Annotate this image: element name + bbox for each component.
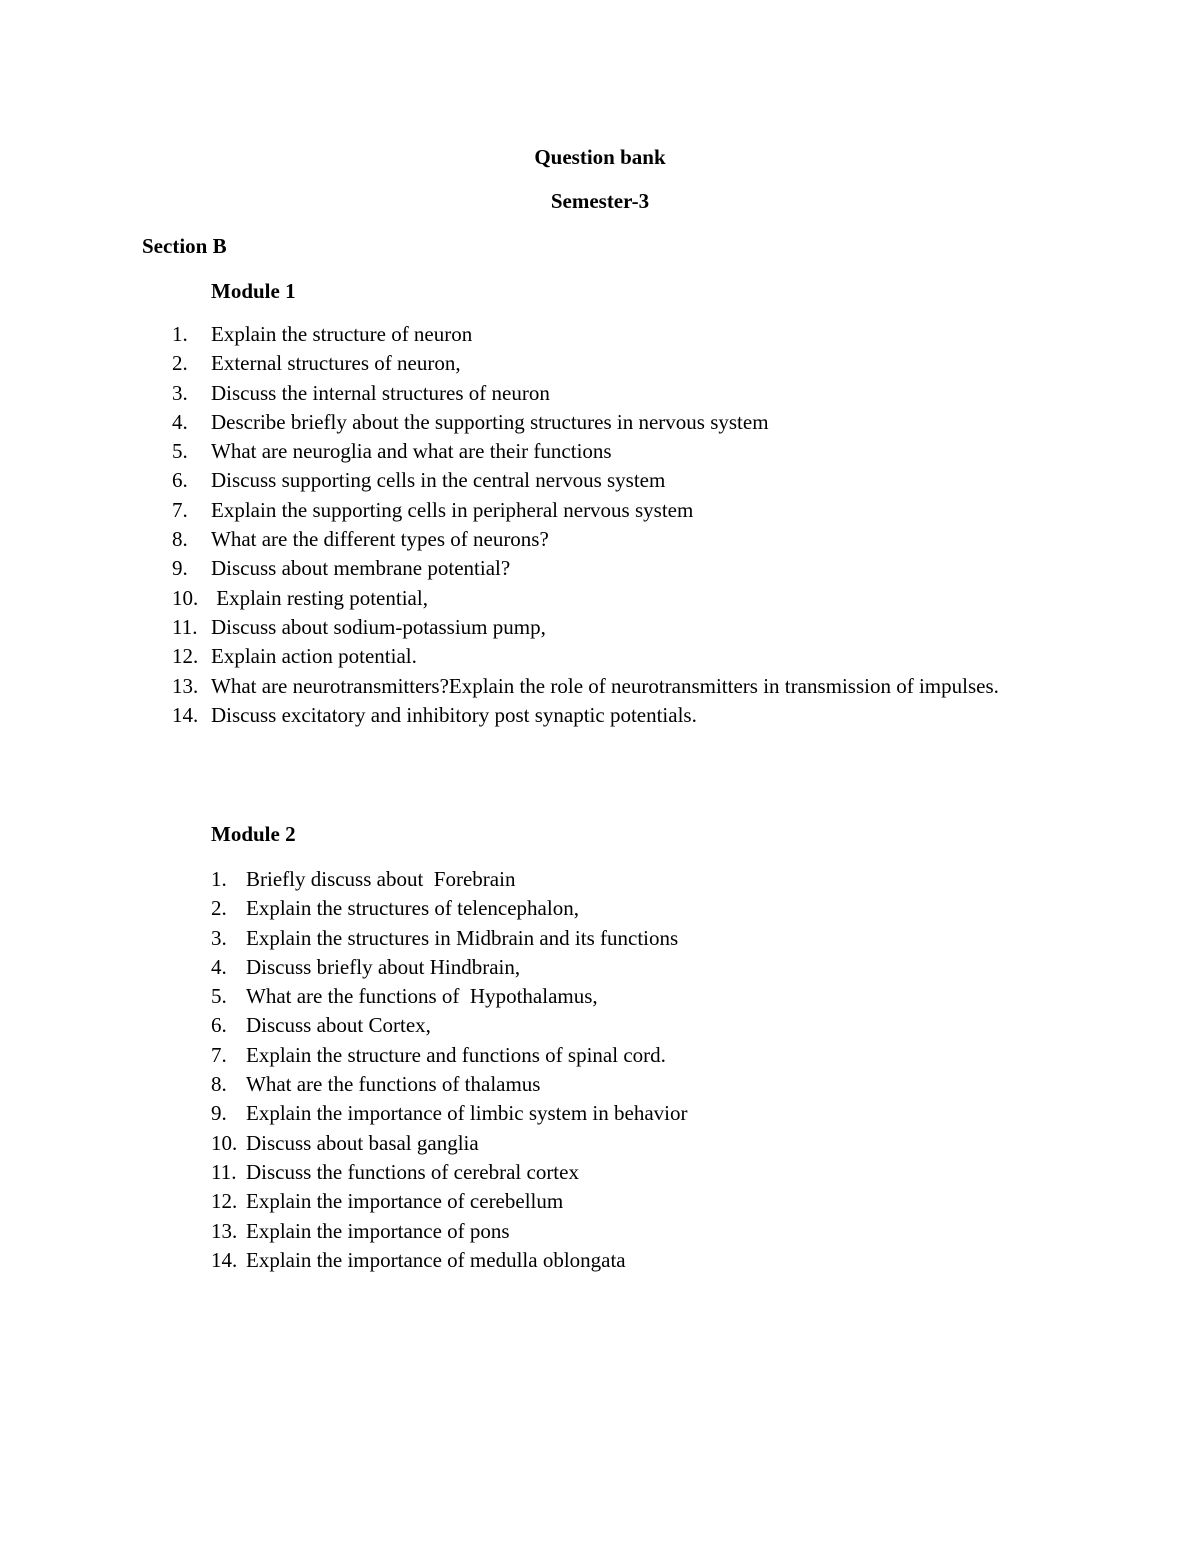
question-item bbox=[211, 1041, 1071, 1070]
page-title: Question bank bbox=[534, 145, 666, 169]
question-item bbox=[172, 642, 1032, 671]
question-number: 3. bbox=[172, 380, 188, 405]
question-item bbox=[172, 408, 1032, 437]
question-number: 12. bbox=[172, 644, 199, 669]
question-number: 12. bbox=[211, 1189, 238, 1214]
question-number: 10. bbox=[172, 585, 199, 610]
question-item bbox=[172, 349, 1032, 378]
question-number: 3. bbox=[211, 925, 227, 950]
question-item bbox=[172, 379, 1032, 408]
question-item bbox=[172, 466, 1032, 495]
module-2-question-list bbox=[211, 865, 1071, 1275]
question-text: What are the different types of neurons? bbox=[211, 527, 549, 552]
question-number: 1. bbox=[211, 867, 227, 891]
question-number: 6. bbox=[211, 1013, 227, 1038]
question-text: Explain the importance of limbic system in behavior bbox=[246, 1101, 688, 1126]
question-item bbox=[211, 1217, 1071, 1246]
question-item bbox=[172, 584, 1032, 613]
question-item bbox=[211, 1129, 1071, 1158]
question-text: What are the functions of Hypothalamus, bbox=[246, 984, 598, 1009]
question-number: 5. bbox=[211, 984, 227, 1009]
question-number: 13. bbox=[172, 673, 199, 698]
question-text: Describe briefly about the supporting structures in nervous system bbox=[211, 409, 769, 434]
question-text: Explain the importance of pons bbox=[246, 1218, 510, 1243]
question-text: Explain the structures in Midbrain and its functions bbox=[246, 925, 679, 950]
question-text: Discuss the functions of cerebral cortex bbox=[246, 1159, 579, 1184]
module-2-heading: Module 2 bbox=[211, 822, 296, 846]
question-text: Explain the importance of cerebellum bbox=[246, 1189, 564, 1214]
question-number: 5. bbox=[172, 439, 188, 464]
question-text: Discuss about Cortex, bbox=[246, 1013, 431, 1038]
question-number: 13. bbox=[211, 1218, 238, 1243]
question-item bbox=[211, 1246, 1071, 1275]
question-text: Discuss briefly about Hindbrain, bbox=[246, 954, 521, 979]
question-number: 11. bbox=[211, 1159, 237, 1184]
question-item bbox=[211, 982, 1071, 1011]
question-text: Explain the structures of telencephalon, bbox=[246, 896, 579, 921]
question-number: 8. bbox=[211, 1072, 227, 1097]
question-number: 9. bbox=[172, 556, 188, 581]
section-heading: Section B bbox=[142, 234, 227, 258]
question-text: Discuss the internal structures of neuron bbox=[211, 380, 550, 405]
question-item bbox=[172, 701, 1032, 730]
module-1-question-list bbox=[172, 320, 1032, 730]
question-number: 1. bbox=[172, 322, 188, 346]
question-item bbox=[172, 320, 1032, 349]
question-text: Explain the structure of neuron bbox=[211, 322, 473, 346]
question-text: Briefly discuss about Forebrain bbox=[246, 867, 516, 891]
question-item bbox=[172, 613, 1032, 642]
question-text: Explain resting potential, bbox=[211, 585, 428, 610]
question-number: 14. bbox=[172, 702, 199, 727]
question-number: 11. bbox=[172, 614, 198, 639]
question-item bbox=[211, 1011, 1071, 1040]
question-number: 10. bbox=[211, 1130, 238, 1155]
question-item bbox=[211, 1187, 1071, 1216]
question-item bbox=[211, 953, 1071, 982]
question-text: What are neurotransmitters?Explain the role of neurotransmitters in transmission of impulses. bbox=[211, 673, 999, 698]
question-item bbox=[172, 496, 1032, 525]
question-text: Discuss excitatory and inhibitory post synaptic potentials. bbox=[211, 702, 697, 727]
question-item bbox=[172, 554, 1032, 583]
semester-heading: Semester-3 bbox=[550, 189, 650, 213]
question-number: 7. bbox=[211, 1042, 227, 1067]
question-text: What are neuroglia and what are their functions bbox=[211, 439, 612, 464]
question-item bbox=[172, 672, 1032, 701]
question-number: 4. bbox=[211, 954, 227, 979]
question-text: Discuss about basal ganglia bbox=[246, 1130, 479, 1155]
question-text: Explain the structure and functions of spinal cord. bbox=[246, 1042, 666, 1067]
question-number: 7. bbox=[172, 497, 188, 522]
question-item bbox=[211, 894, 1071, 923]
question-text: Explain the importance of medulla oblongata bbox=[246, 1247, 626, 1272]
question-number: 8. bbox=[172, 527, 188, 552]
question-item bbox=[211, 1070, 1071, 1099]
question-number: 14. bbox=[211, 1247, 238, 1272]
question-number: 2. bbox=[211, 896, 227, 921]
question-text: Explain the supporting cells in peripheral nervous system bbox=[211, 497, 694, 522]
question-item bbox=[172, 437, 1032, 466]
question-number: 6. bbox=[172, 468, 188, 493]
question-text: What are the functions of thalamus bbox=[246, 1072, 541, 1097]
question-text: External structures of neuron, bbox=[211, 351, 461, 376]
question-item bbox=[172, 525, 1032, 554]
question-text: Discuss about membrane potential? bbox=[211, 556, 511, 581]
question-item bbox=[211, 1158, 1071, 1187]
question-number: 9. bbox=[211, 1101, 227, 1126]
question-text: Explain action potential. bbox=[211, 644, 417, 669]
module-1-heading: Module 1 bbox=[211, 279, 296, 303]
question-text: Discuss supporting cells in the central nervous system bbox=[211, 468, 666, 493]
question-item bbox=[211, 865, 1071, 894]
question-item bbox=[211, 924, 1071, 953]
question-number: 2. bbox=[172, 351, 188, 376]
question-text: Discuss about sodium-potassium pump, bbox=[211, 614, 546, 639]
question-item bbox=[211, 1099, 1071, 1128]
question-number: 4. bbox=[172, 409, 188, 434]
